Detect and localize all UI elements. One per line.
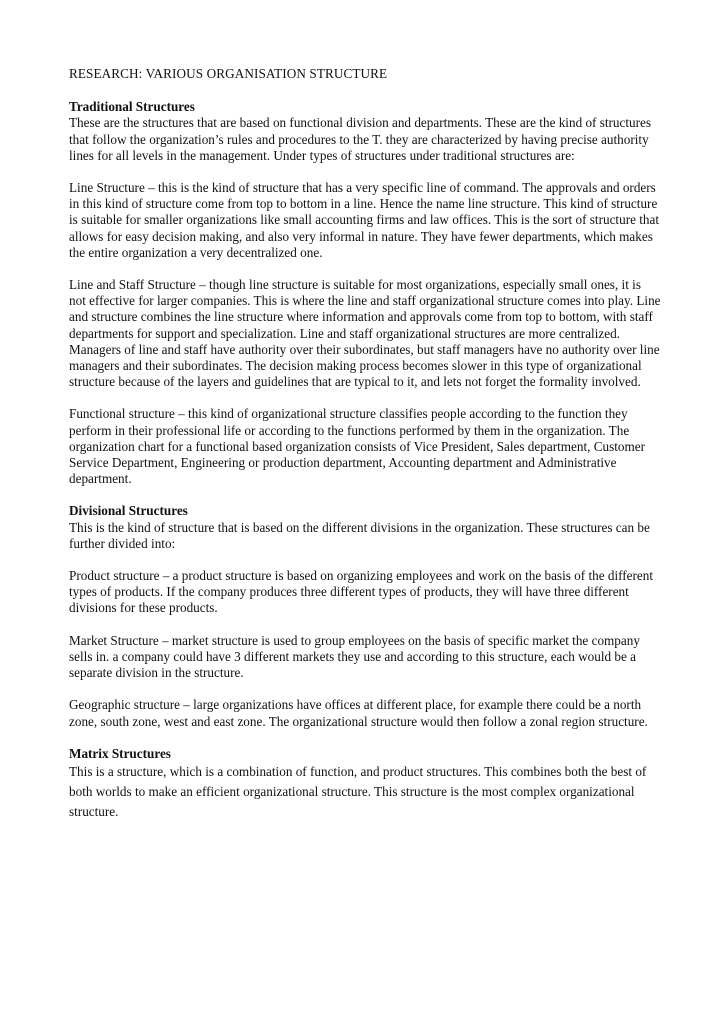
section-heading-matrix: Matrix Structures xyxy=(69,745,171,761)
section-matrix xyxy=(69,746,661,822)
paragraph-product-structure: Product structure – a product structure is based on organizing employees and work on the basis of the different types of products. If the company produces three different types of products, they will have three different divisions for these products. xyxy=(69,568,654,616)
paragraph-geographic-structure: Geographic structure – large organizations have offices at different place, for example there could be a north zone, south zone, west and east zone. The organizational structure would then follow a zonal region structure. xyxy=(69,697,648,729)
document-title: RESEARCH: VARIOUS ORGANISATION STRUCTURE xyxy=(69,66,388,81)
section-intro-traditional: These are the structures that are based on functional division and departments. These are the kind of structures that follow the organization’s rules and procedures to the T. they are characterized by having precise authority lines for all levels in the management. Under types of structures under traditional structures are: xyxy=(69,115,652,163)
section-intro-divisional: This is the kind of structure that is based on the different divisions in the organization. These structures can be further divided into: xyxy=(69,519,650,551)
document-body xyxy=(69,66,661,822)
section-traditional xyxy=(69,99,661,487)
section-heading-divisional: Divisional Structures xyxy=(69,503,188,519)
section-heading-traditional: Traditional Structures xyxy=(69,99,195,115)
paragraph-market-structure: Market Structure – market structure is used to group employees on the basis of specific market the company sells in. a company could have 3 different markets they use and according to this structure, each would be a separate division in the structure. xyxy=(69,632,640,681)
paragraph-matrix-structure: This is a structure, which is a combination of function, and product structures. This combines both the best of both worlds to make an efficient organizational structure. This structure is the most complex organizational structure. xyxy=(69,763,647,819)
paragraph-line-structure: Line Structure – this is the kind of structure that has a very specific line of command. The approvals and orders in this kind of structure come from top to bottom in a line. Hence the name line structure. This kind of structure is suitable for smaller organizations like small accounting firms and law offices. This is the sort of structure that allows for easy decision making, and also very informal in nature. They have fewer departments, which makes the entire organization a very decentralized one. xyxy=(69,180,660,260)
section-divisional xyxy=(69,503,661,729)
paragraph-functional-structure: Functional structure – this kind of organizational structure classifies people according to the function they perform in their professional life or according to the functions performed by them in the organization. The organization chart for a functional based organization consists of Vice President, Sales department, Customer Service Department, Engineering or production department, Accounting department and Administrative department. xyxy=(69,406,646,487)
paragraph-line-and-staff-structure: Line and Staff Structure – though line structure is suitable for most organizations, especially small ones, it is not effective for larger companies. This is where the line and staff organizational structure comes into play. Line and structure combines the line structure where information and approvals come from top to bottom, with staff departments for support and specialization. Line and staff organizational structures are more centralized. Managers of line and staff have authority over their subordinates, but staff managers have no authority over line managers and their subordinates. The decision making process becomes slower in this type of organizational structure because of the layers and guidelines that are typical to it, and lets not forget the formality involved. xyxy=(69,277,661,390)
